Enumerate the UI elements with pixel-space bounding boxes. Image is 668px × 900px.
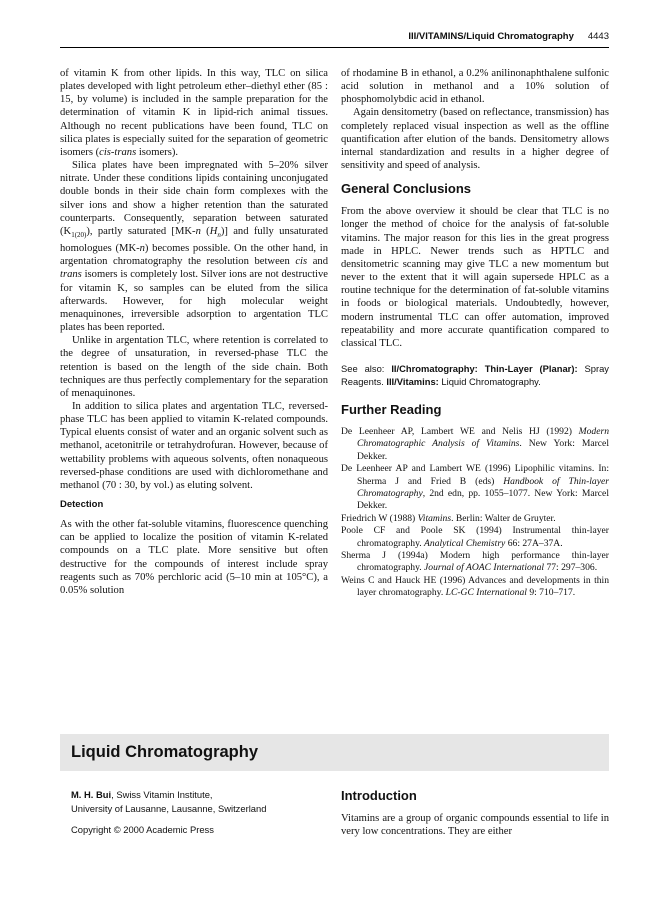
paragraph: Silica plates have been impregnated with 5–20% silver nitrate. Under these conditions lipids containing unconjugated double bonds in their side chain form complexes with the silver ions and show a higher retention than the saturated counterparts. Consequently, separation between saturated $(K_{1(20)})$, partly saturated [MK-n $(H_n)$] and fully unsaturated homologues (MK-n) becomes possible. On the other hand, in argentation chromatography the resolution between cis and trans isomers is completely lost. Silver ions are not destructive for vitamin K, so samples can be eluted from the silica afterwards. However, for high molecular weight menaquinones, irreversible adsorption to argentation TLC plates has been reported. [60,160,328,334]
section-heading-detection: Detection [60,499,104,511]
paragraph: Unlike in argentation TLC, where retention is correlated to the degree of unsaturation, in reversed-phase TLC the retention is based on the length of the side chain. Both techniques are thus perfectly complementary for the separation of menaquinones. [60,335,328,399]
reference-item: Sherma J (1994a) Modern high performance thin-layer chromatography. Journal of AOAC International 77: 297–306. [341,550,609,574]
reference-item: Weins C and Hauck HE (1996) Advances and developments in thin layer chromatography. LC-GC International 9: 710–717. [341,574,609,599]
left-column [60,67,328,597]
article-title: Liquid Chromatography [71,743,258,761]
see-also-link[interactable]: III/Vitamins: [386,375,439,387]
author-name: M. H. Bui [71,789,112,800]
author-affiliation: , Swiss Vitamin Institute, [111,789,213,800]
paragraph: of rhodamine B in ethanol, a 0.2% anilinonaphthalene sulfonic acid solution in methanol and a 10% solution of phosphomolybdic acid in ethanol. [341,68,609,106]
paragraph: In addition to silica plates and argentation TLC, reversed-phase TLC has been applied to vitamin K-related compounds. Typical eluents consist of water and an organic solvent such as methanol, acetonitrile or tetrahydrofuran. However, because of wettability problems with aqueous solvents, often nonaqueous reversed-phase conditions are used with dichloromethane and methanol (70 : 30, by vol.) as eluting solvent. [60,401,328,491]
section-heading-introduction: Introduction [341,788,417,803]
reference-item: Poole CF and Poole SK (1994) Instrumental thin-layer chromatography. Analytical Chemistry 66: 27A–37A. [341,525,609,549]
paragraph: From the above overview it should be clear that TLC is no longer the method of choice for the analysis of fat-soluble vitamins. The major reason for this lies in the great progress made in HPLC. Newer trends such as HPTLC and densitometric scanning may give TLC a new momentum but never to the extent that it will again supersede HPLC as a routine technique for the determination of fat-soluble vitamins in foods or biological materials. Undoubtedly, however, modern instrumental TLC can offer automation, improved repeatability and more accurate quantification compared to classical TLC. [341,206,609,349]
running-head [60,31,609,48]
introduction-section [341,788,609,838]
reference-list [341,426,609,600]
paragraph: As with the other fat-soluble vitamins, fluorescence quenching can be applied to localize the position of vitamin K-related compounds on a TLC plate. More sensitive but often destructive for the compounds of interest include spray reagents such as 70% perchloric acid (5–10 min at 105°C), a 0.05% solution [60,519,328,596]
paragraph: of vitamin K from other lipids. In this way, TLC on silica plates developed with light petroleum ether–diethyl ether (85 : 15, by volume) is included in the sample preparation for the determination of vitamin K in lipid-rich animal tissues. Although no recent publications have been found, TLC on silica plates is especially suited for the separation of geometric isomers (cis-trans isomers). [60,68,328,158]
copyright-notice: Copyright © 2000 Academic Press [71,824,214,835]
reference-item: De Leenheer AP, Lambert WE and Nelis HJ (1992) Modern Chromatographic Analysis of Vitamins. New York: Marcel Dekker. [341,425,609,462]
article-title-banner [60,734,609,771]
reference-item: De Leenheer AP and Lambert WE (1996) Lipophilic vitamins. In: Sherma J and Fried B (eds) Handbook of Thin-layer Chromatography, 2nd edn, pp. 1055–1077. New York: Marcel Dekker. [341,463,609,512]
reference-item: Friedrich W (1988) Vitamins. Berlin: Walter de Gruyter. [341,512,556,524]
page-number: 4443 [587,31,609,42]
see-also: See also: II/Chromatography: Thin-Layer (Planar): Spray Reagents. III/Vitamins: Liquid Chromatography. [341,362,609,387]
right-column [341,67,609,600]
author-block [71,788,266,815]
section-heading-further-reading: Further Reading [341,401,442,417]
section-heading-general-conclusions: General Conclusions [341,181,472,197]
running-head-title: III/VITAMINS/Liquid Chromatography [408,31,574,42]
author-affiliation: University of Lausanne, Lausanne, Switzerland [71,802,267,814]
paragraph: Vitamins are a group of organic compounds essential to life in very low concentrations. They are either [341,813,609,838]
see-also-link[interactable]: II/Chromatography: Thin-Layer (Planar): [391,362,578,374]
paragraph: Again densitometry (based on reflectance, transmission) has completely replaced visual inspection as well as the offline quantification after elution of the bands. Densitometry allows internal standardization and results in a higher degree of sensitivity and speed of analysis. [341,107,609,172]
